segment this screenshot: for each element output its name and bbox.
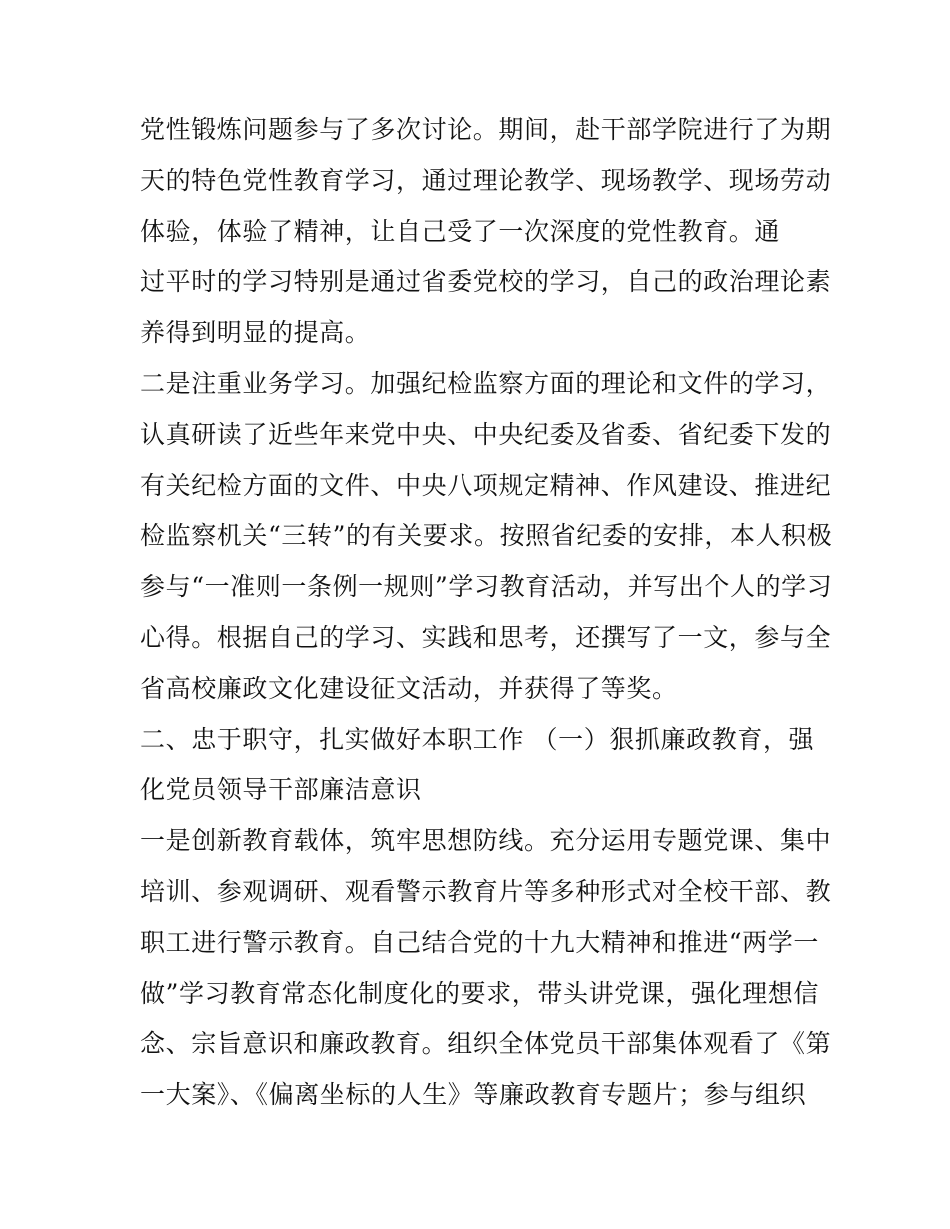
document-body (140, 105, 833, 1121)
text-line: 培训、参观调研、观看警示教育片等多种形式对全校干部、教 (140, 876, 832, 906)
text-line: 二是注重业务学习。加强纪检监察方面的理论和文件的学习， (140, 368, 832, 398)
text-line: 党性锻炼问题参与了多次讨论。期间，赴干部学院进行了为期 (140, 115, 832, 144)
text-line: 一大案》、《偏离坐标的人生》等廉政教育专题片；参与组织 (140, 1080, 807, 1110)
text-line: 体验，体验了精神，让自己受了一次深度的党性教育。通 (140, 216, 781, 246)
text-line: 有关纪检方面的文件、中央八项规定精神、作风建设、推进纪 (140, 470, 832, 500)
text-line: 养得到明显的提高。 (140, 318, 371, 348)
text-line: 参与“一准则一条例一规则”学习教育活动，并写出个人的学习 (140, 572, 833, 602)
text-line: 天的特色党性教育学习，通过理论教学、现场教学、现场劳动 (140, 165, 832, 195)
section-heading-line: 二、忠于职守，扎实做好本职工作 （一）狠抓廉政教育，强 (140, 724, 815, 754)
text-line: 心得。根据自己的学习、实践和思考，还撰写了一文，参与全 (140, 622, 832, 652)
section-heading-line: 化党员领导干部廉洁意识 (140, 775, 422, 805)
text-line: 过平时的学习特别是通过省委党校的学习，自己的政治理论素 (140, 267, 832, 297)
text-line: 一是创新教育载体，筑牢思想防线。充分运用专题党课、集中 (140, 826, 832, 856)
text-line: 省高校廉政文化建设征文活动，并获得了等奖。 (140, 673, 678, 703)
text-line: 认真研读了近些年来党中央、中央纪委及省委、省纪委下发的 (140, 419, 832, 449)
text-line: 做”学习教育常态化制度化的要求，带头讲党课，强化理想信 (140, 978, 819, 1008)
text-line: 职工进行警示教育。自己结合党的十九大精神和推进“两学一 (140, 927, 819, 957)
text-line: 念、宗旨意识和廉政教育。组织全体党员干部集体观看了《第 (140, 1029, 832, 1059)
text-line: 检监察机关“三转”的有关要求。按照省纪委的安排，本人积极 (140, 521, 833, 551)
